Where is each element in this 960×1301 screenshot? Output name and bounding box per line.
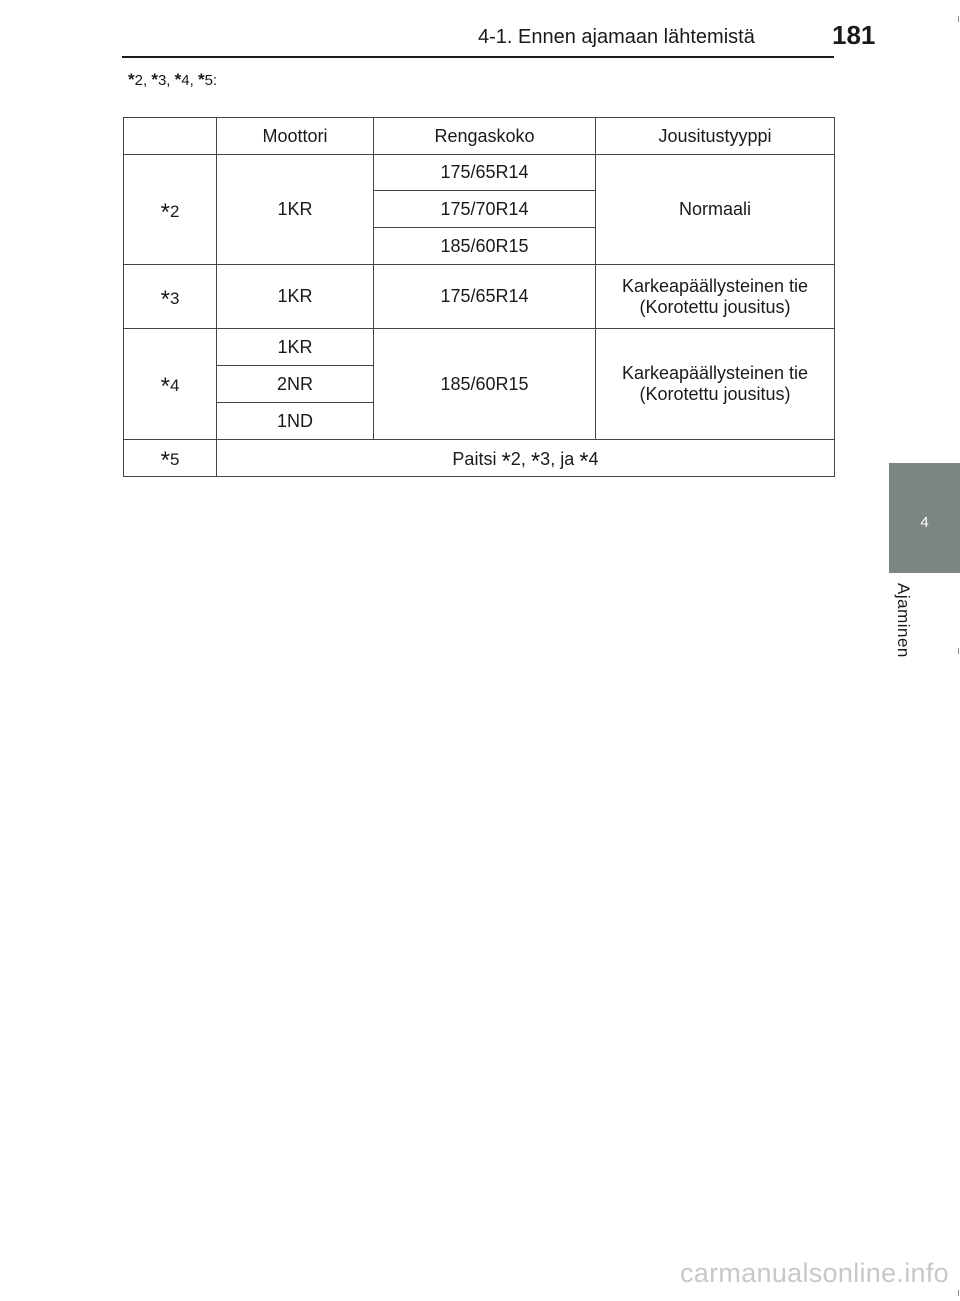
engine-cell: 1KR: [217, 155, 374, 265]
table-row: [124, 329, 835, 366]
tire-size-cell: 175/70R14: [374, 191, 596, 228]
column-header: Moottori: [217, 118, 374, 155]
watermark: carmanualsonline.info: [680, 1258, 949, 1288]
header-divider: [122, 56, 834, 58]
variant-mark-cell: *2: [124, 155, 217, 265]
tire-size-cell: 175/65R14: [374, 265, 596, 329]
intro-line: *2, *3, *4, *5:: [128, 70, 218, 89]
chapter-title: 4-1. Ennen ajamaan lähtemistä: [478, 26, 755, 48]
table-row: [124, 265, 835, 329]
table-row: [124, 440, 835, 477]
crop-mark: [958, 1290, 959, 1296]
engine-cell: 1KR: [217, 265, 374, 329]
crop-mark: [958, 16, 959, 22]
column-header: Jousitustyyppi: [596, 118, 835, 155]
chapter-tab[interactable]: [889, 463, 960, 573]
tire-size-cell: 185/60R15: [374, 228, 596, 265]
suspension-cell: Karkeapäällysteinen tie (Korotettu jousitus): [596, 265, 835, 329]
page-number: 181: [832, 20, 876, 50]
table-header-row: [124, 118, 835, 155]
engine-cell: 2NR: [217, 366, 374, 403]
chapter-tab-label: [893, 583, 921, 673]
suspension-cell: Karkeapäällysteinen tie (Korotettu jousitus): [596, 329, 835, 440]
engine-cell: 1ND: [217, 403, 374, 440]
exception-cell: Paitsi *2, *3, ja *4: [217, 440, 835, 477]
crop-mark: [958, 648, 959, 654]
variant-mark-cell: *4: [124, 329, 217, 440]
table-row: [124, 155, 835, 191]
column-header: Rengaskoko: [374, 118, 596, 155]
variant-mark-cell: *3: [124, 265, 217, 329]
variant-mark-cell: *5: [124, 440, 217, 477]
chapter-tab-number: 4: [920, 514, 929, 531]
engine-cell: 1KR: [217, 329, 374, 366]
tire-size-cell: 185/60R15: [374, 329, 596, 440]
suspension-cell: Normaali: [596, 155, 835, 265]
spec-table: [123, 117, 835, 477]
column-header: [124, 118, 217, 155]
chapter-tab-label-text: Ajaminen: [894, 583, 913, 658]
tire-size-cell: 175/65R14: [374, 155, 596, 191]
